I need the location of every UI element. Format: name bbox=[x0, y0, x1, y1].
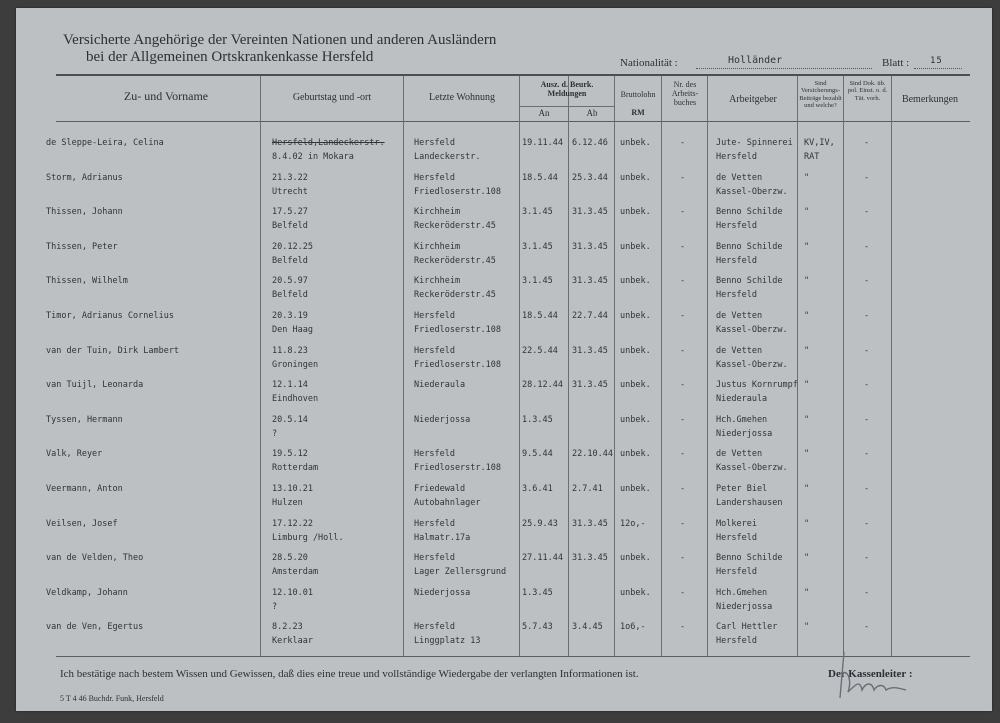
table-row bbox=[16, 309, 992, 343]
cell-addr1: Hersfeld bbox=[414, 172, 455, 183]
cell-book: - bbox=[680, 587, 686, 598]
cell-out: 31.3.45 bbox=[572, 241, 608, 252]
cell-out: 3.4.45 bbox=[572, 622, 603, 633]
cell-docs: - bbox=[864, 622, 870, 633]
form-title-line2: bei der Allgemeinen Ortskrankenkasse Hersfeld bbox=[86, 49, 374, 65]
cell-wage: 12o,- bbox=[620, 518, 646, 529]
cell-birth2: ? bbox=[272, 601, 278, 612]
col-header-registration: Ausz. d. Beurk. Meldungen bbox=[540, 80, 594, 99]
cell-book: - bbox=[680, 345, 686, 356]
cell-wage: unbek. bbox=[620, 241, 651, 252]
cell-docs: - bbox=[864, 449, 870, 460]
table-row bbox=[16, 240, 992, 274]
cell-birth2: Amsterdam bbox=[272, 567, 319, 578]
cell-in: 18.5.44 bbox=[522, 172, 558, 183]
col-header-wage-unit: RM bbox=[631, 108, 645, 117]
cell-name: Veilsen, Josef bbox=[46, 518, 118, 529]
cell-addr1: Hersfeld bbox=[414, 138, 455, 148]
cell-contrib1: " bbox=[804, 276, 810, 287]
cell-emp1: de Vetten bbox=[716, 172, 763, 183]
cell-out: 31.3.45 bbox=[572, 380, 608, 391]
cell-emp1: de Vetten bbox=[716, 345, 763, 356]
cell-emp1: Hch.Gmehen bbox=[716, 414, 768, 425]
cell-birth1: 19.5.12 bbox=[272, 449, 308, 460]
cell-wage: unbek. bbox=[620, 207, 651, 218]
cell-emp2: Hersfeld bbox=[716, 290, 757, 301]
sheet-number: 15 bbox=[930, 56, 943, 66]
cell-name: Thissen, Peter bbox=[46, 241, 118, 252]
cell-wage: unbek. bbox=[620, 414, 651, 425]
cell-name: Tyssen, Hermann bbox=[46, 414, 123, 425]
registration-subdivider bbox=[520, 106, 614, 107]
cell-addr1: Hersfeld bbox=[414, 518, 455, 529]
cell-contrib1: " bbox=[804, 553, 810, 564]
cell-birth1: 20.12.25 bbox=[272, 241, 313, 252]
cell-addr1: Hersfeld bbox=[414, 622, 455, 633]
cell-docs: - bbox=[864, 553, 870, 564]
cell-addr1: Niederaula bbox=[414, 380, 466, 391]
cell-birth2: Belfeld bbox=[272, 221, 308, 232]
cell-in: 28.12.44 bbox=[522, 380, 563, 391]
cell-wage: unbek. bbox=[620, 311, 651, 321]
cell-addr1: Hersfeld bbox=[414, 311, 455, 321]
cell-docs: - bbox=[864, 241, 870, 252]
cell-wage: unbek. bbox=[620, 587, 651, 598]
table-row bbox=[16, 447, 992, 481]
table-row bbox=[16, 517, 992, 551]
cell-contrib2: RAT bbox=[804, 152, 820, 162]
cell-addr2: Lager Zellersgrund bbox=[414, 567, 507, 578]
table-row bbox=[16, 274, 992, 308]
cell-birth2: Eindhoven bbox=[272, 394, 319, 405]
cell-addr1: Hersfeld bbox=[414, 345, 455, 356]
table-row bbox=[16, 344, 992, 378]
cell-name: Thissen, Johann bbox=[46, 207, 123, 218]
col-header-wage: Bruttolohn bbox=[620, 90, 656, 99]
cell-emp2: Hersfeld bbox=[716, 152, 757, 162]
cell-docs: - bbox=[864, 138, 870, 148]
cell-out: 25.3.44 bbox=[572, 172, 608, 183]
nationality-label: Nationalität : bbox=[620, 57, 678, 69]
print-note: 5 T 4 46 Buchdr. Funk, Hersfeld bbox=[60, 694, 164, 703]
cell-emp1: Jute- Spinnerei bbox=[716, 138, 793, 148]
cell-docs: - bbox=[864, 587, 870, 598]
col-header-workbook: Nr. des Arbeits-buches bbox=[671, 80, 699, 108]
cell-emp2: Hersfeld bbox=[716, 567, 757, 578]
col-header-address: Letzte Wohnung bbox=[429, 92, 495, 103]
cell-name: van Tuijl, Leonarda bbox=[46, 380, 144, 391]
cell-out: 31.3.45 bbox=[572, 276, 608, 287]
form-title-line1: Versicherte Angehörige der Vereinten Nationen und anderen Ausländern bbox=[63, 32, 497, 48]
cell-addr2: Linggplatz 13 bbox=[414, 636, 481, 647]
cell-contrib1: " bbox=[804, 518, 810, 529]
cell-addr1: Hersfeld bbox=[414, 553, 455, 564]
cell-emp1: Peter Biel bbox=[716, 484, 768, 494]
cell-emp1: Benno Schilde bbox=[716, 207, 783, 218]
cell-birth1: 8.2.23 bbox=[272, 622, 303, 633]
cell-birth1: 12.10.01 bbox=[272, 587, 313, 598]
sheet-dotline bbox=[914, 68, 962, 69]
cell-docs: - bbox=[864, 311, 870, 321]
cell-in: 3.6.41 bbox=[522, 484, 553, 494]
col-header-name: Zu- und Vorname bbox=[123, 89, 209, 103]
cell-addr2: Reckeröderstr.45 bbox=[414, 255, 496, 266]
cell-in: 3.1.45 bbox=[522, 241, 553, 252]
cell-emp2: Landershausen bbox=[716, 498, 783, 508]
cell-wage: unbek. bbox=[620, 484, 651, 494]
table-row bbox=[16, 136, 992, 170]
cell-in: 27.11.44 bbox=[522, 553, 563, 564]
cell-birth2: Den Haag bbox=[272, 325, 313, 335]
cell-docs: - bbox=[864, 207, 870, 218]
table-row bbox=[16, 378, 992, 412]
cell-emp2: Kassel-Oberzw. bbox=[716, 325, 788, 335]
cell-out: 31.3.45 bbox=[572, 518, 608, 529]
cell-emp2: Hersfeld bbox=[716, 221, 757, 232]
col-header-employer: Arbeitgeber bbox=[729, 94, 777, 105]
cell-name: van der Tuin, Dirk Lambert bbox=[46, 345, 180, 356]
cell-emp1: Carl Hettler bbox=[716, 622, 778, 633]
col-header-remarks: Bemerkungen bbox=[901, 94, 959, 105]
cell-addr1: Niederjossa bbox=[414, 587, 471, 598]
cell-birth2: Limburg /Holl. bbox=[272, 532, 344, 543]
cell-name: de Sleppe-Leira, Celina bbox=[46, 138, 164, 148]
cell-birth1: 17.12.22 bbox=[272, 518, 313, 529]
cell-in: 22.5.44 bbox=[522, 345, 558, 356]
cell-out: 31.3.45 bbox=[572, 207, 608, 218]
cell-in: 1.3.45 bbox=[522, 414, 553, 425]
handwritten-signature bbox=[834, 644, 914, 702]
cell-addr1: Niederjossa bbox=[414, 414, 471, 425]
cell-docs: - bbox=[864, 414, 870, 425]
table-top-rule bbox=[56, 74, 970, 76]
cell-out: 2.7.41 bbox=[572, 484, 603, 494]
cell-birth2: Belfeld bbox=[272, 255, 308, 266]
cell-in: 1.3.45 bbox=[522, 587, 553, 598]
cell-addr1: Hersfeld bbox=[414, 449, 455, 460]
cell-name: Storm, Adrianus bbox=[46, 172, 123, 183]
col-header-documents: Sind Dok. üb. pol. Einst. o. d. Tät. vorh. bbox=[847, 80, 888, 102]
nationality-dotline bbox=[696, 68, 872, 69]
cell-addr2: Landeckerstr. bbox=[414, 152, 481, 162]
cell-book: - bbox=[680, 484, 686, 494]
cell-emp1: Hch.Gmehen bbox=[716, 587, 768, 598]
cell-emp1: de Vetten bbox=[716, 311, 763, 321]
cell-addr2: Reckeröderstr.45 bbox=[414, 290, 496, 301]
table-row bbox=[16, 171, 992, 205]
cell-docs: - bbox=[864, 172, 870, 183]
cell-wage: unbek. bbox=[620, 380, 651, 391]
cell-contrib1: " bbox=[804, 345, 810, 356]
cell-birth1: 13.10.21 bbox=[272, 484, 313, 494]
table-row bbox=[16, 413, 992, 447]
cell-birth2: Hulzen bbox=[272, 498, 303, 508]
cell-wage: unbek. bbox=[620, 449, 651, 460]
cell-book: - bbox=[680, 380, 686, 391]
cell-emp2: Kassel-Oberzw. bbox=[716, 463, 788, 474]
cell-out: 6.12.46 bbox=[572, 138, 608, 148]
cell-emp1: Molkerei bbox=[716, 518, 757, 529]
cell-wage: 1o6,- bbox=[620, 622, 646, 633]
cell-birth1: 21.3.22 bbox=[272, 172, 308, 183]
cell-emp2: Kassel-Oberzw. bbox=[716, 186, 788, 197]
cell-book: - bbox=[680, 241, 686, 252]
cell-birth1: 11.8.23 bbox=[272, 345, 308, 356]
cell-book: - bbox=[680, 172, 686, 183]
cell-contrib1: " bbox=[804, 587, 810, 598]
cell-birth2: Utrecht bbox=[272, 186, 308, 197]
cell-docs: - bbox=[864, 484, 870, 494]
cell-in: 25.9.43 bbox=[522, 518, 558, 529]
cell-addr1: Kirchheim bbox=[414, 207, 461, 218]
cell-addr2: Autobahnlager bbox=[414, 498, 481, 508]
col-header-birth: Geburtstag und -ort bbox=[292, 92, 372, 103]
cell-birth2: 8.4.02 in Mokara bbox=[272, 152, 354, 162]
cell-contrib1: " bbox=[804, 622, 810, 633]
cell-contrib1: " bbox=[804, 449, 810, 460]
cell-emp1: Benno Schilde bbox=[716, 241, 783, 252]
col-header-reg-in: An bbox=[538, 108, 550, 118]
cell-birth1: 28.5.20 bbox=[272, 553, 308, 564]
cell-contrib1: KV,IV, bbox=[804, 138, 835, 148]
cell-addr2: Friedloserstr.108 bbox=[414, 186, 501, 197]
cell-book: - bbox=[680, 622, 686, 633]
cell-birth1: 12.1.14 bbox=[272, 380, 308, 391]
table-header-rule bbox=[56, 121, 970, 122]
cell-addr1: Kirchheim bbox=[414, 241, 461, 252]
cell-contrib1: " bbox=[804, 484, 810, 494]
cell-addr1: Kirchheim bbox=[414, 276, 461, 287]
cell-docs: - bbox=[864, 380, 870, 391]
cell-addr2: Halmatr.17a bbox=[414, 532, 471, 543]
table-row bbox=[16, 482, 992, 516]
cell-contrib1: " bbox=[804, 414, 810, 425]
cell-book: - bbox=[680, 138, 686, 148]
table-row bbox=[16, 205, 992, 239]
cell-emp1: Justus Kornrumpf bbox=[716, 380, 798, 391]
cell-out: 31.3.45 bbox=[572, 345, 608, 356]
col-header-contributions: Sind Versicherungs-Beiträge bezahlt und welche? bbox=[799, 80, 842, 110]
cell-emp2: Kassel-Oberzw. bbox=[716, 359, 788, 370]
cell-contrib1: " bbox=[804, 311, 810, 321]
cell-birth1: 20.3.19 bbox=[272, 311, 308, 321]
cell-name: Veermann, Anton bbox=[46, 484, 123, 494]
cell-emp2: Niederjossa bbox=[716, 601, 773, 612]
nationality-value: Holländer bbox=[728, 55, 783, 66]
cell-docs: - bbox=[864, 276, 870, 287]
cell-in: 5.7.43 bbox=[522, 622, 553, 633]
cell-wage: unbek. bbox=[620, 138, 651, 148]
cell-docs: - bbox=[864, 345, 870, 356]
cell-in: 3.1.45 bbox=[522, 276, 553, 287]
cell-addr2: Reckeröderstr.45 bbox=[414, 221, 496, 232]
certification-statement: Ich bestätige nach bestem Wissen und Gewissen, daß dies eine treue und vollständige Wiedergabe der verlangten Informationen ist. bbox=[60, 668, 639, 680]
cell-birth1: Hersfeld,Landeckerstr. bbox=[272, 138, 385, 148]
cell-birth2: Groningen bbox=[272, 359, 319, 370]
table-row bbox=[16, 586, 992, 620]
cell-book: - bbox=[680, 449, 686, 460]
cell-addr2: Friedloserstr.108 bbox=[414, 359, 501, 370]
cell-name: Valk, Reyer bbox=[46, 449, 103, 460]
cell-book: - bbox=[680, 414, 686, 425]
cell-emp1: Benno Schilde bbox=[716, 553, 783, 564]
cell-name: van de Ven, Egertus bbox=[46, 622, 144, 633]
cell-name: Veldkamp, Johann bbox=[46, 587, 128, 598]
cell-addr1: Friedewald bbox=[414, 484, 466, 494]
cell-birth2: Rotterdam bbox=[272, 463, 319, 474]
cell-birth1: 20.5.14 bbox=[272, 414, 308, 425]
cell-wage: unbek. bbox=[620, 553, 651, 564]
cell-book: - bbox=[680, 276, 686, 287]
cell-in: 19.11.44 bbox=[522, 138, 563, 148]
cell-name: van de Velden, Theo bbox=[46, 553, 144, 564]
cell-birth2: Belfeld bbox=[272, 290, 308, 301]
cell-out: 22.7.44 bbox=[572, 311, 608, 321]
cell-emp2: Niederaula bbox=[716, 394, 768, 405]
cell-birth2: ? bbox=[272, 428, 278, 439]
cell-in: 3.1.45 bbox=[522, 207, 553, 218]
sheet-label: Blatt : bbox=[882, 57, 910, 69]
cell-name: Thissen, Wilhelm bbox=[46, 276, 128, 287]
cell-emp1: Benno Schilde bbox=[716, 276, 783, 287]
cell-book: - bbox=[680, 553, 686, 564]
cell-addr2: Friedloserstr.108 bbox=[414, 463, 501, 474]
cell-book: - bbox=[680, 311, 686, 321]
cell-emp2: Hersfeld bbox=[716, 636, 757, 647]
cell-emp2: Hersfeld bbox=[716, 255, 757, 266]
cell-name: Timor, Adrianus Cornelius bbox=[46, 311, 174, 321]
cell-addr2: Friedloserstr.108 bbox=[414, 325, 501, 335]
cell-wage: unbek. bbox=[620, 276, 651, 287]
cell-emp2: Hersfeld bbox=[716, 532, 757, 543]
col-header-reg-out: Ab bbox=[586, 108, 598, 118]
cell-book: - bbox=[680, 207, 686, 218]
cell-contrib1: " bbox=[804, 207, 810, 218]
cell-in: 18.5.44 bbox=[522, 311, 558, 321]
cell-book: - bbox=[680, 518, 686, 529]
cell-birth1: 20.5.97 bbox=[272, 276, 308, 287]
cell-docs: - bbox=[864, 518, 870, 529]
cell-out: 22.10.44 bbox=[572, 449, 613, 460]
signature-label: Der Kassenleiter : bbox=[828, 668, 913, 680]
cell-emp2: Niederjossa bbox=[716, 428, 773, 439]
cell-wage: unbek. bbox=[620, 172, 651, 183]
cell-birth2: Kerklaar bbox=[272, 636, 313, 647]
table-bottom-rule bbox=[56, 656, 970, 657]
cell-contrib1: " bbox=[804, 241, 810, 252]
cell-in: 9.5.44 bbox=[522, 449, 553, 460]
cell-out: 31.3.45 bbox=[572, 553, 608, 564]
cell-wage: unbek. bbox=[620, 345, 651, 356]
cell-birth1: 17.5.27 bbox=[272, 207, 308, 218]
cell-contrib1: " bbox=[804, 172, 810, 183]
form-sheet bbox=[16, 8, 992, 711]
cell-emp1: de Vetten bbox=[716, 449, 763, 460]
table-row bbox=[16, 551, 992, 585]
cell-contrib1: " bbox=[804, 380, 810, 391]
